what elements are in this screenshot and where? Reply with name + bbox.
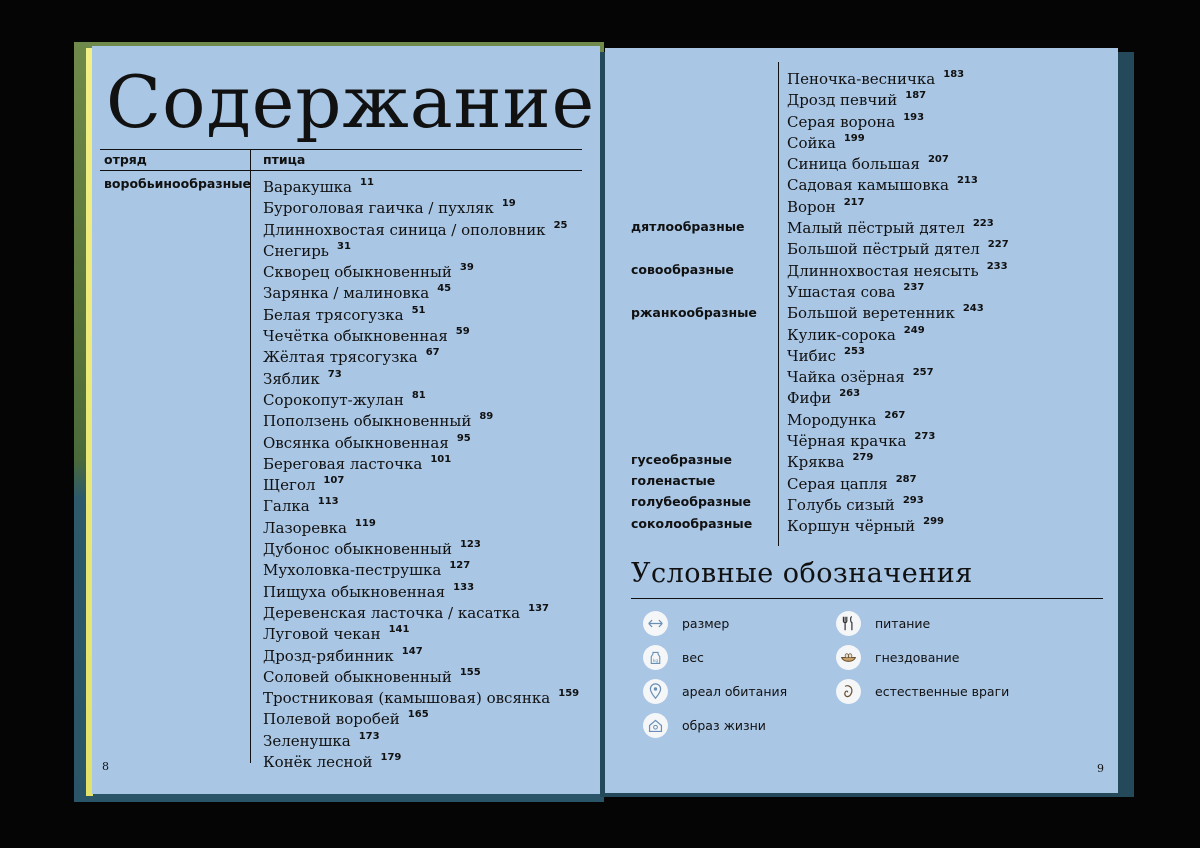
bird-page-number: 279: [852, 452, 874, 464]
bird-page-number: 233: [986, 260, 1008, 272]
legend-item-habitat: ареал обитания: [643, 679, 787, 704]
bird-name: Зяблик: [263, 369, 320, 388]
size-icon: [643, 611, 668, 636]
bird-page-number: 31: [336, 240, 351, 252]
bird-name: Белая трясогузка: [263, 305, 404, 324]
bird-name: Ушастая сова: [787, 282, 896, 301]
legend-item-enemies: естественные враги: [836, 679, 1009, 704]
bird-page-number: 207: [927, 154, 949, 166]
bird-page-number: 287: [895, 473, 917, 485]
order-label: совообразные: [631, 262, 734, 277]
bird-entry: [263, 598, 579, 622]
bird-page-number: 119: [354, 517, 376, 529]
bird-page-number: 81: [411, 389, 426, 401]
bird-name: Буроголовая гаичка / пухляк: [263, 199, 494, 218]
bird-entry: [263, 385, 579, 409]
order-label: дятлообразные: [631, 219, 745, 234]
bird-entry: [787, 341, 1009, 365]
bird-page-number: 217: [843, 196, 865, 208]
bird-entry: [787, 362, 1009, 387]
bird-entry: [787, 256, 1009, 280]
legend-title: Условные обозначения: [631, 558, 973, 589]
bird-page-number: 107: [323, 475, 345, 487]
bird-name: Скворец обыкновенный: [263, 263, 452, 282]
bird-entry: [263, 257, 579, 282]
bird-entry: [263, 215, 579, 239]
bird-entry: [787, 490, 1009, 514]
bird-entry: [787, 192, 1009, 216]
bird-entry: [787, 85, 1009, 110]
bird-name: Фифи: [787, 389, 832, 408]
bird-page-number: 199: [843, 132, 865, 144]
bird-entry: [263, 513, 579, 537]
bird-entry: [787, 298, 1009, 323]
bird-name: Садовая камышовка: [787, 176, 949, 195]
bird-name: Поползень обыкновенный: [263, 412, 472, 431]
bird-name: Соловей обыкновенный: [263, 667, 452, 686]
header-rule: [100, 149, 582, 150]
bird-entry: [787, 277, 1009, 301]
bird-entry: [263, 278, 579, 303]
bird-name: Голубь сизый: [787, 495, 895, 514]
nesting-icon: [836, 645, 861, 670]
bird-page-number: 243: [962, 303, 984, 315]
column-header-order: отряд: [104, 152, 147, 167]
weight-icon: [643, 645, 668, 670]
bird-entry: [263, 470, 579, 495]
bird-name: Лазоревка: [263, 518, 347, 537]
bird-name: Кряква: [787, 453, 845, 472]
bird-page-number: 25: [553, 219, 568, 231]
column-header-bird: птица: [263, 152, 306, 167]
right-page: [605, 48, 1118, 793]
bird-entry: [263, 577, 579, 601]
order-label: соколообразные: [631, 516, 753, 531]
bird-name: Сорокопут-жулан: [263, 390, 404, 409]
bird-page-number: 95: [456, 432, 471, 444]
bird-page-number: 165: [407, 709, 429, 721]
bird-entry: [787, 64, 1009, 88]
svg-text:kg: kg: [652, 658, 659, 664]
bird-name: Дубонос обыкновенный: [263, 540, 452, 559]
bird-page-number: 173: [358, 730, 380, 742]
bird-entry: [263, 662, 579, 686]
header-bottom-rule: [100, 170, 582, 171]
bird-name: Луговой чекан: [263, 625, 381, 644]
column-divider: [778, 62, 779, 546]
bird-entry: [263, 321, 579, 346]
bird-page-number: 101: [430, 453, 452, 465]
bird-entry: [787, 405, 1009, 429]
bird-page-number: 59: [455, 326, 470, 338]
bird-page-number: 257: [912, 367, 934, 379]
legend-item-lifestyle: образ жизни: [643, 713, 766, 738]
bird-page-number: 155: [459, 666, 481, 678]
bird-page-number: 19: [501, 198, 516, 210]
bird-entry: [263, 491, 579, 516]
bird-page-number: 113: [317, 496, 339, 508]
bird-name: Зеленушка: [263, 731, 351, 750]
bird-entry: [787, 447, 1009, 472]
legend-item-food: питание: [836, 611, 930, 636]
legend-item-size: размер: [643, 611, 729, 636]
bird-name: Полевой воробей: [263, 710, 400, 729]
bird-name: Варакушка: [263, 178, 352, 196]
bird-name: Большой веретенник: [787, 304, 955, 323]
legend-rule: [631, 598, 1103, 599]
bird-name: Кулик-сорока: [787, 325, 896, 344]
bird-name: Ворон: [787, 197, 836, 216]
bird-page-number: 123: [459, 539, 481, 551]
bird-entry: [263, 406, 579, 431]
bird-entry: [263, 641, 579, 665]
bird-page-number: 133: [453, 581, 475, 593]
bird-page-number: 51: [411, 304, 426, 316]
bird-page-number: 263: [839, 388, 861, 400]
bird-name: Щегол: [263, 476, 316, 495]
bird-name: Коршун чёрный: [787, 517, 916, 536]
bird-name: Серая цапля: [787, 474, 888, 493]
bird-entry: [263, 726, 579, 750]
bird-entry: [263, 534, 579, 559]
bird-name: Чечётка обыкновенная: [263, 327, 448, 346]
bird-page-number: 179: [380, 752, 402, 764]
bird-name: Конёк лесной: [263, 753, 373, 772]
bird-page-number: 187: [905, 90, 927, 102]
bird-entry: [787, 511, 1009, 536]
habitat-icon: [643, 679, 668, 704]
bird-name: Длиннохвостая синица / ополовник: [263, 220, 546, 239]
bird-list-left: [263, 172, 580, 772]
bird-page-number: 273: [914, 431, 936, 443]
page-title: Содержание: [106, 60, 596, 144]
bird-name: Деревенская ласточка / касатка: [263, 603, 521, 622]
bird-name: Овсянка обыкновенная: [263, 433, 449, 452]
bird-page-number: 227: [987, 239, 1009, 251]
bird-entry: [263, 704, 579, 729]
bird-name: Тростниковая (камышовая) овсянка: [263, 689, 551, 708]
bird-page-number: 237: [903, 281, 925, 293]
bird-name: Синица большая: [787, 155, 920, 174]
bird-page-number: 147: [401, 645, 423, 657]
bird-entry: [787, 234, 1009, 259]
bird-entry: [787, 426, 1009, 451]
bird-page-number: 137: [528, 602, 549, 614]
bird-entry: [787, 149, 1009, 174]
bird-entry: [787, 320, 1009, 344]
legend-item-weight: kg вес: [643, 645, 704, 670]
bird-page-number: 299: [923, 516, 944, 528]
bird-page-number: 141: [388, 624, 410, 636]
bird-entry: [263, 193, 579, 218]
bird-entry: [263, 172, 579, 196]
bird-entry: [263, 342, 579, 367]
bird-name: Сойка: [787, 133, 836, 152]
bird-name: Дрозд-рябинник: [263, 646, 394, 665]
bird-entry: [263, 364, 579, 388]
bird-page-number: 267: [884, 409, 906, 421]
bird-name: Пищуха обыкновенная: [263, 582, 446, 601]
bird-name: Чибис: [787, 346, 837, 365]
legend-item-nesting: гнездование: [836, 645, 959, 670]
order-label: воробьинообразные: [104, 176, 252, 191]
bird-page-number: 253: [844, 345, 865, 357]
bird-page-number: 73: [327, 368, 342, 380]
bird-entry: [263, 300, 579, 324]
page-number: 8: [102, 760, 109, 773]
bird-name: Галка: [263, 497, 310, 516]
bird-entry: [263, 747, 579, 772]
bird-entry: [787, 383, 1009, 408]
food-icon: [836, 611, 861, 636]
bird-entry: [787, 170, 1009, 195]
bird-name: Пеночка-весничка: [787, 70, 936, 88]
order-label: голубеобразные: [631, 494, 752, 509]
bird-page-number: 223: [972, 218, 994, 230]
bird-name: Мородунка: [787, 410, 877, 429]
bird-entry: [263, 683, 580, 708]
bird-name: Длиннохвостая неясыть: [787, 261, 979, 280]
bird-entry: [787, 469, 1009, 493]
bird-entry: [263, 555, 579, 580]
bird-page-number: 193: [903, 111, 925, 123]
bird-name: Зарянка / малиновка: [263, 284, 430, 303]
bird-entry: [263, 428, 579, 452]
bird-name: Снегирь: [263, 241, 329, 260]
bird-page-number: 159: [558, 688, 580, 700]
order-label: голенастые: [631, 473, 716, 488]
bird-name: Малый пёстрый дятел: [787, 219, 965, 238]
bird-page-number: 45: [437, 283, 452, 295]
bird-page-number: 183: [943, 69, 965, 80]
bird-name: Мухоловка-пеструшка: [263, 561, 442, 580]
bird-page-number: 89: [479, 411, 494, 423]
bird-entry: [263, 236, 579, 260]
bird-page-number: 249: [903, 324, 925, 336]
bird-list-right: [787, 64, 1009, 536]
bird-name: Дрозд певчий: [787, 91, 898, 110]
bird-name: Серая ворона: [787, 112, 896, 131]
left-page: [92, 46, 600, 794]
enemies-icon: [836, 679, 861, 704]
bird-page-number: 293: [902, 494, 924, 506]
bird-entry: [787, 107, 1009, 131]
bird-page-number: 213: [956, 175, 978, 187]
bird-page-number: 39: [459, 262, 474, 274]
bird-name: Чайка озёрная: [787, 368, 905, 387]
bird-entry: [787, 213, 1009, 238]
order-label: гусеобразные: [631, 452, 732, 467]
bird-entry: [787, 128, 1009, 152]
bird-name: Чёрная крачка: [787, 432, 907, 451]
column-divider: [250, 149, 251, 763]
lifestyle-icon: [643, 713, 668, 738]
bird-page-number: 127: [449, 560, 471, 572]
bird-name: Большой пёстрый дятел: [787, 240, 980, 259]
page-number: 9: [1097, 762, 1104, 775]
bird-page-number: 11: [359, 177, 374, 188]
order-label: ржанкообразные: [631, 305, 757, 320]
bird-name: Жёлтая трясогузка: [263, 348, 418, 367]
bird-entry: [263, 619, 579, 644]
bird-name: Береговая ласточка: [263, 454, 423, 473]
bird-page-number: 67: [425, 347, 440, 359]
bird-entry: [263, 449, 579, 473]
